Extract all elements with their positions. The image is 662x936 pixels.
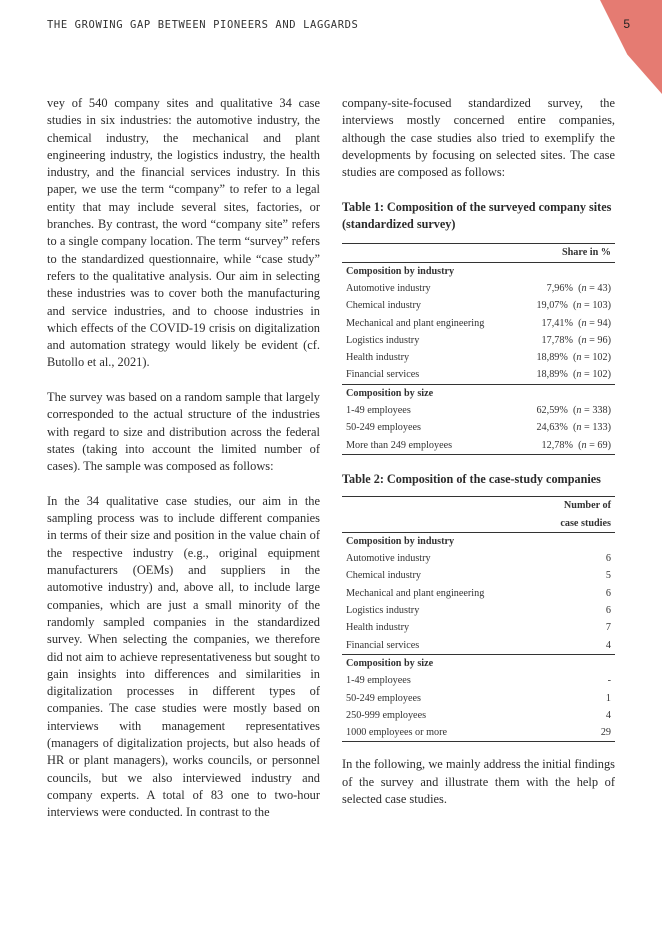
n-value: 133 [592, 422, 608, 434]
page-number: 5 [623, 17, 630, 31]
body-paragraph: In the 34 qualitative case studies, our aim in the sampling process was to include different companies in terms of their size and position in the value chain of the respective industry (e.g., original equipment manufacturers (OEMs) and suppliers in the automotive industry) and, above all, to include large companies, which are just a small minority of the randomly sampled companies in the standardized survey. When selecting the companies, we therefore did not aim to achieve representativeness but sought to gain insights into differences and similarities in digitalization processes in different types of companies. The case studies were mostly based on interviews with management representatives (managers of digitalization projects, but also heads of HR or plant managers), works councils, or personnel councils, but we also interviewed industry and company experts. A total of 83 one to two-hour interviews were conducted. In contrast to the [47, 493, 320, 820]
n-symbol: n [576, 405, 582, 417]
table-cell-value: 12,78% (n = 69) [517, 437, 615, 455]
table-row [342, 707, 615, 724]
table-row [342, 567, 615, 584]
table-section-heading: Composition by industry [342, 262, 615, 280]
n-value: 94 [597, 317, 608, 329]
body-paragraph: The survey was based on a random sample that largely corresponded to the actual structure of the industries with regard to size and distribution across the federal states (taking into account the limited number of cases). The sample was composed as follows: [47, 390, 320, 474]
table-cell-value: 7 [605, 622, 611, 634]
table-cell-label: Financial services [346, 369, 420, 381]
body-paragraph: vey of 540 company sites and qualitative 34 case studies in six industries: the automotive industry, the chemical industry, the mechanical and plant engineering industry, the logistics industry, the health industry, and the financial services industry. In this paper, we use the term “company” to refer to a legal entity that may include several sites, factories, or branches. By contrast, the word “company site” refers to a single company location. The term “survey” refers to the standardized questionnaire, while “case study” refers to the qualitative analysis. Our aim in selecting these industries was to cover both the manufacturing and service industries, and to choose industries in which effects of the COVID-19 crisis on digitalization and automation strategy would likely be evident (cf. Butollo et al., 2021). [47, 96, 320, 370]
table-section-row [342, 654, 615, 672]
table-cell-value: 17,78% (n = 96) [541, 334, 611, 346]
table-cell-label: Mechanical and plant engineering [346, 587, 485, 599]
n-value: 102 [592, 352, 608, 364]
table-header-label [342, 497, 537, 515]
share-value: 18,89% [536, 369, 568, 381]
table-cell-value: 18,89% (n = 102) [536, 352, 611, 364]
n-symbol: n [576, 300, 582, 312]
n-symbol: n [581, 282, 587, 294]
table-cell-value: 4 [605, 639, 611, 651]
table-row [342, 332, 615, 349]
left-column [47, 95, 320, 821]
table-row [342, 672, 615, 689]
table1-caption: Table 1: Composition of the surveyed company sites (standardized survey) [342, 199, 612, 232]
table-cell-label: 250-999 employees [346, 709, 427, 721]
table-cell-label: Health industry [346, 352, 410, 364]
table-cell-value: 24,63% (n = 133) [536, 422, 611, 434]
table-cell-label: Chemical industry [346, 300, 421, 312]
n-value: 96 [597, 334, 608, 346]
table-cell-label: Automotive industry [346, 282, 431, 294]
table-row [342, 437, 615, 455]
table-cell-value: 6 [605, 587, 611, 599]
table-cell-label: 1000 employees or more [342, 724, 537, 742]
table-cell-value: 19,07% (n = 103) [536, 300, 611, 312]
share-value: 17,41% [541, 317, 573, 329]
table-cell-label: Logistics industry [346, 334, 420, 346]
table-section-row [342, 262, 615, 280]
table-section-heading: Composition by industry [342, 532, 615, 550]
table-cell-value: 29 [537, 724, 615, 742]
table-row [342, 366, 615, 384]
table2-caption: Table 2: Composition of the case-study companies [342, 471, 601, 486]
table-cell-label: Automotive industry [346, 553, 431, 565]
share-value: 18,89% [536, 352, 568, 364]
table-row [342, 419, 615, 436]
table-header-row [342, 244, 615, 262]
table-row [342, 690, 615, 707]
share-value: 19,07% [536, 300, 568, 312]
table-header-value: Number of [537, 497, 615, 515]
table-row [342, 724, 615, 742]
n-value: 69 [597, 439, 608, 451]
table-row [342, 585, 615, 602]
table-row [342, 315, 615, 332]
table-cell-label: Chemical industry [346, 570, 421, 582]
right-column [342, 95, 615, 808]
table-section-heading: Composition by size [342, 654, 615, 672]
table-row [342, 602, 615, 619]
n-value: 338 [592, 405, 608, 417]
table-row [342, 280, 615, 297]
n-value: 102 [592, 369, 608, 381]
table-row [342, 619, 615, 636]
table-cell-value: 6 [605, 553, 611, 565]
table-header-row [342, 497, 615, 515]
share-value: 12,78% [541, 439, 573, 451]
table-cell-label: 50-249 employees [346, 692, 421, 704]
n-symbol: n [576, 352, 582, 364]
table-cell-label: 50-249 employees [346, 422, 421, 434]
table2 [342, 496, 615, 742]
table-cell-value: 17,41% (n = 94) [541, 317, 611, 329]
corner-accent-shape [600, 0, 662, 94]
table-cell-value: 7,96% (n = 43) [546, 282, 611, 294]
table-cell-label: Logistics industry [346, 605, 420, 617]
table-section-heading: Composition by size [342, 384, 615, 402]
table-cell-value: 5 [605, 570, 611, 582]
table-cell-label: Health industry [346, 622, 410, 634]
table-section-row [342, 384, 615, 402]
body-paragraph: company-site-focused standardized survey, the interviews mostly concerned entire companies, although the case studies also tried to exemplify the developments by focusing on selected sites. The case studies are composed as follows: [342, 96, 615, 180]
table-cell-value: 62,59% (n = 338) [536, 405, 611, 417]
table-row [342, 349, 615, 366]
table-cell-value: - [607, 675, 611, 687]
table-row [342, 637, 615, 655]
table-header-label [342, 515, 537, 533]
table-cell-label: Financial services [346, 639, 420, 651]
table-header-row [342, 515, 615, 533]
table-cell-label: 1-49 employees [346, 675, 411, 687]
share-value: 24,63% [536, 422, 568, 434]
share-value: 62,59% [536, 405, 568, 417]
n-symbol: n [581, 439, 587, 451]
table-section-row [342, 532, 615, 550]
table-cell-value: 1 [605, 692, 611, 704]
table-cell-label: 1-49 employees [346, 405, 411, 417]
table-cell-value: 18,89% (n = 102) [536, 369, 611, 381]
table-header-label [342, 244, 517, 262]
n-symbol: n [576, 369, 582, 381]
table-header-value: case studies [560, 517, 611, 529]
n-symbol: n [581, 317, 587, 329]
table-cell-label: More than 249 employees [342, 437, 517, 455]
body-paragraph: In the following, we mainly address the initial findings of the survey and illustrate them with the help of selected case studies. [342, 757, 615, 806]
n-symbol: n [576, 422, 582, 434]
table-row [342, 550, 615, 567]
n-value: 103 [592, 300, 608, 312]
table-header-value: Share in % [517, 244, 615, 262]
table-cell-value: 6 [605, 605, 611, 617]
table-row [342, 297, 615, 314]
table1 [342, 243, 615, 455]
n-value: 43 [597, 282, 608, 294]
share-value: 7,96% [546, 282, 573, 294]
table-cell-label: Mechanical and plant engineering [346, 317, 485, 329]
table-row [342, 402, 615, 419]
n-symbol: n [581, 334, 587, 346]
running-title: THE GROWING GAP BETWEEN PIONEERS AND LAGGARDS [47, 19, 359, 31]
share-value: 17,78% [541, 334, 573, 346]
table-cell-value: 4 [605, 709, 611, 721]
